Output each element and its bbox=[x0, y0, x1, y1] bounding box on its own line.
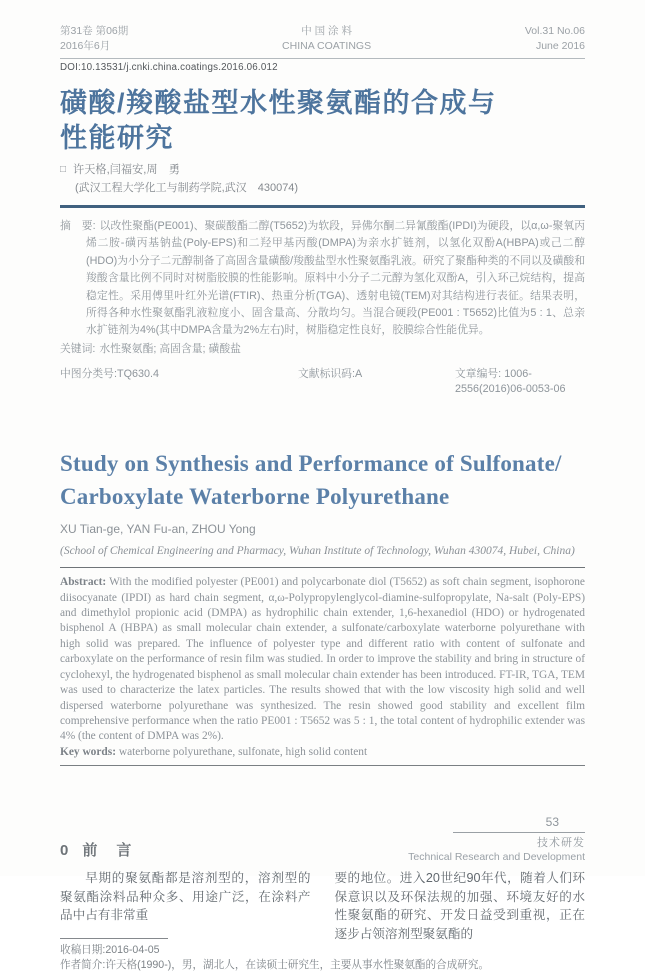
doi-line: DOI:10.13531/j.cnki.china.coatings.2016.06.012 bbox=[60, 62, 278, 73]
footer-rule bbox=[453, 832, 585, 833]
column-name-en: Technical Research and Development bbox=[408, 851, 585, 863]
author-bio-line: 作者简介:许天格(1990-)，男，湖北人，在读硕士研究生，主要从事水性聚氨酯的合成研究。 bbox=[60, 959, 490, 972]
abstract-cn-text: 以改性聚酯(PE001)、聚碳酸酯二醇(T5652)为软段，异佛尔酮二异氰酸酯(IPDI)为硬段，以α,ω-聚氧丙烯二胺-磺丙基钠盐(Poly-EPS)和二羟甲基丙酸(DMPA)为亲水扩链剂，以氢化双酚A(HBPA)或己二醇(HDO)为小分子二元醇制备了高固含量磺酸/羧酸盐型水性聚氨酯乳液。研究了聚酯种类的不同以及磺酸和羧酸含量比例不同时对树脂胶膜的性能影响。原料中小分子二元醇为氢化双酚A，引入环己烷结构，提高稳定性。采用傅里叶红外光谱(FTIR)、热重分析(TGA)、透射电镜(TEM)对其结构进行表征。结果表明，所得各种水性聚氨酯乳液粒度小、固含量高、分散均匀。当混合硬段(PE001 : T5652)比值为5 : 1、总亲水扩链剂为4%(其中DMPA含量为2%左右)时，树脂稳定性良好，胶膜综合性能优异。 bbox=[86, 220, 585, 337]
date-cn: 2016年6月 bbox=[60, 40, 111, 52]
footnote-rule bbox=[60, 938, 168, 939]
keywords-cn-label: 关键词: bbox=[60, 342, 96, 355]
article-title-cn-line1: 磺酸/羧酸盐型水性聚氨酯的合成与 bbox=[60, 88, 497, 118]
header-left bbox=[60, 24, 128, 54]
page-footer bbox=[408, 815, 585, 864]
abstract-en-label: Abstract: bbox=[60, 576, 107, 589]
affiliation-en: (School of Chemical Engineering and Pharmacy, Wuhan Institute of Technology, Wuhan 430074, Hubei, China) bbox=[60, 545, 575, 558]
keywords-en-text: waterborne polyurethane, sulfonate, high solid content bbox=[118, 745, 368, 758]
abstract-en bbox=[60, 575, 585, 744]
abstract-bottom-rule bbox=[60, 765, 585, 766]
english-section bbox=[60, 447, 585, 766]
keywords-en-label: Key words: bbox=[60, 745, 116, 758]
article-title-cn-line2: 性能研究 bbox=[60, 123, 174, 153]
body-paragraph-right: 要的地位。进入20世纪90年代，随着人们环保意识以及环保法规的加强、环境友好的水性聚氨酯的研究、开发日益受到重视，正在逐步占领溶剂型聚氨酯的 bbox=[334, 871, 585, 941]
article-title-cn bbox=[60, 86, 585, 156]
article-id: 文章编号: 1006-2556(2016)06-0053-06 bbox=[455, 368, 566, 396]
column-name-cn: 技术研发 bbox=[537, 837, 585, 849]
received-date-line: 收稿日期:2016-04-05 bbox=[60, 943, 160, 956]
author-marker-icon: □ bbox=[60, 164, 67, 175]
volume-issue-en: Vol.31 No.06 bbox=[524, 25, 585, 37]
journal-name-en: CHINA COATINGS bbox=[282, 40, 372, 52]
abstract-en-text: With the modified polyester (PE001) and polycarbonate diol (T5652) as soft chain segment, isophorone diisocyanate (IPDI) as hard chain segment, α,ω-Polypropylenglycol-diamine-sulfopropylate, Na-salt (Poly-EPS) and dimethylol propionic acid (DMPA) as hydrophilic chain extender, 1,6-hexanediol (HDO) or hydrogenated bisphenol A (HBPA) as small molecular chain extender, a sulfonate/carboxylate waterborne polyurethane with high solid was prepared. The influence of polyester type and different ratio with content of sulfonate and carboxylate on the performance of resin film was studied. In order to improve the stability and bring in structure of cyclohexyl, the hydrogenated bisphenol as small molecular chain extender has been introduced. FT-IR, TGA, TEM was used to characterize the latex particles. The results showed that with the low viscosity high solid and well dispersed waterborne polyurethane was synthesized. The resin showed good stability and excellent film comprehensive performance when the ratio PE001 : T5652 was 5 : 1, the total content of hydrophilic extender was 4% (the content of DMPA was 2%). bbox=[60, 576, 585, 743]
authors-en: XU Tian-ge, YAN Fu-an, ZHOU Yong bbox=[60, 522, 256, 537]
keywords-cn-text: 水性聚氨酯; 高固含量; 磺酸盐 bbox=[99, 342, 241, 355]
clc-number: 中图分类号:TQ630.4 bbox=[60, 368, 159, 381]
section-heading bbox=[60, 842, 311, 860]
journal-header bbox=[60, 24, 585, 59]
body-paragraph-left: 早期的聚氨酯都是溶剂型的，溶剂型的聚氨酯涂料品种众多、用途广泛，在涂料产品中占有非常重 bbox=[60, 871, 311, 923]
date-en: June 2016 bbox=[535, 40, 585, 52]
body-column-left bbox=[60, 842, 311, 958]
header-right bbox=[525, 24, 585, 54]
article-title-en-line1: Study on Synthesis and Performance of Sulfonate/ bbox=[60, 451, 562, 477]
page-number: 53 bbox=[545, 815, 559, 829]
authors-cn bbox=[60, 163, 585, 178]
footnote bbox=[60, 938, 311, 959]
article-title-en bbox=[60, 447, 585, 513]
title-divider-rule bbox=[60, 205, 585, 208]
abstract-cn bbox=[60, 218, 585, 340]
keywords-cn bbox=[60, 341, 585, 358]
journal-name-cn: 中 国 涂 料 bbox=[301, 25, 352, 37]
article-title-en-line2: Carboxylate Waterborne Polyurethane bbox=[60, 484, 450, 510]
classification-row bbox=[60, 367, 585, 397]
abstract-top-rule bbox=[60, 567, 585, 568]
authors-cn-text: 许天格,闫福安,周 勇 bbox=[73, 164, 180, 176]
keywords-en bbox=[60, 745, 585, 760]
section-title: 前 言 bbox=[82, 842, 134, 860]
section-number: 0 bbox=[60, 842, 71, 860]
affiliation-cn: (武汉工程大学化工与制药学院,武汉 430074) bbox=[75, 182, 299, 194]
header-center bbox=[282, 24, 371, 54]
abstract-cn-label: 摘 要: bbox=[60, 220, 96, 232]
volume-issue-cn: 第31卷 第06期 bbox=[60, 25, 129, 37]
document-code: 文献标识码:A bbox=[298, 368, 363, 381]
